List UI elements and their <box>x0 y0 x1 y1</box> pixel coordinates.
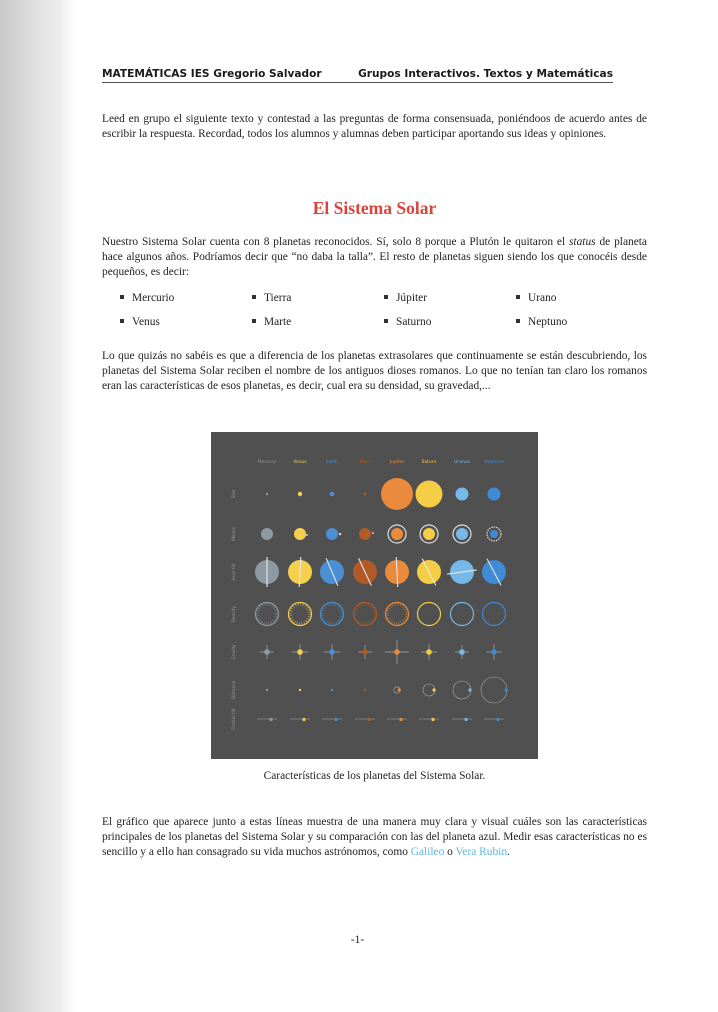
planet-list-item: Júpiter <box>384 292 427 304</box>
bullet-icon <box>252 319 256 323</box>
planet-orbit-dot <box>269 718 272 721</box>
planet-gravity-dot <box>459 649 465 655</box>
planet-distance-dot <box>299 689 301 691</box>
planet-orbit-dot <box>431 718 434 721</box>
planet-moons-circle <box>456 528 468 540</box>
planet-distance-dot <box>266 689 268 691</box>
intro-paragraph: Leed en grupo el siguiente texto y contestad a las preguntas de forma consensuada, poniéndoos de acuerdo antes de escribir la respuesta. Recordad, todos los alumnos y alumnas deben participar aportando sus ideas y opiniones. <box>102 113 647 140</box>
paragraph-1-before: Nuestro Sistema Solar cuenta con 8 planetas reconocidos. Sí, solo 8 porque a Plutón le quitaron el <box>102 236 569 248</box>
planet-distance-dot <box>504 688 507 691</box>
column-header-label: Saturn <box>421 460 437 465</box>
planet-density-texture <box>258 605 277 624</box>
bullet-icon <box>120 295 124 299</box>
planet-orbit-dot <box>496 718 499 721</box>
planet-size-circle <box>364 493 367 496</box>
page-title: El Sistema Solar <box>312 198 437 218</box>
page-header <box>102 68 613 83</box>
planet-list-item: Saturno <box>384 316 431 328</box>
bullet-icon <box>516 295 520 299</box>
infographic-svg <box>211 432 538 759</box>
figure-caption: Características de los planetas del Sistema Solar. <box>263 770 486 782</box>
planet-density-ring <box>386 603 409 626</box>
planet-gravity-dot <box>394 649 400 655</box>
row-header-label: Orbital tilt <box>231 708 236 730</box>
planet-orbit-dot <box>399 718 402 721</box>
planet-moons-circle <box>423 528 435 540</box>
planet-size-circle <box>381 478 413 510</box>
planet-distance-dot <box>331 689 333 691</box>
row-header-label: Gravity <box>231 644 236 660</box>
header-left: MATEMÁTICAS IES Gregorio Salvador <box>102 68 322 80</box>
planet-gravity-dot <box>426 649 432 655</box>
planet-distance-dot <box>398 688 401 691</box>
planet-density-texture <box>323 605 342 624</box>
column-header-label: Jupiter <box>389 460 405 465</box>
planet-distance-dot <box>468 688 471 691</box>
planet-size-circle <box>416 481 443 508</box>
paragraph-3: El gráfico que aparece junto a estas líneas muestra de una manera muy clara y visual cuáles son las características principales de los planetas del Sistema Solar y su comparación con las del planeta azul. Medir esas características no es sencillo y a ello han consagrado su vida muchos astrónomos, como Galileo o Vera Rubin. <box>102 816 647 858</box>
planet-list-item: Venus <box>120 316 160 328</box>
column-header-label: Venus <box>293 460 307 465</box>
planet-moons-circle <box>261 528 273 540</box>
moon-dot <box>372 532 374 534</box>
moon-dot <box>339 533 342 536</box>
planet-gravity-dot <box>264 649 270 655</box>
planet-density-ring <box>289 603 312 626</box>
moon-dot <box>306 534 308 536</box>
planet-size-circle <box>330 492 335 497</box>
planet-list-item: Marte <box>252 316 291 328</box>
planet-moons-circle <box>391 528 403 540</box>
planet-density-ring <box>418 603 441 626</box>
planet-density-texture <box>291 605 310 624</box>
planet-gravity-dot <box>491 649 497 655</box>
planets-infographic <box>211 432 538 759</box>
distance-orbit-ring <box>481 677 507 703</box>
planet-density-texture <box>388 605 407 624</box>
bullet-icon <box>384 295 388 299</box>
bullet-icon <box>120 319 124 323</box>
paragraph-1 <box>102 235 647 280</box>
planet-density-ring <box>354 603 377 626</box>
bullet-icon <box>384 319 388 323</box>
planet-size-circle <box>298 492 302 496</box>
planet-size-circle <box>456 488 469 501</box>
row-header-label: Moons <box>231 527 236 541</box>
planet-density-ring <box>483 603 506 626</box>
planet-moons-circle <box>294 528 306 540</box>
row-header-label: Distance <box>231 680 236 700</box>
planet-density-ring <box>451 603 474 626</box>
bullet-icon <box>516 319 520 323</box>
planet-list-item: Urano <box>516 292 556 304</box>
planet-density-ring <box>321 603 344 626</box>
planet-density-ring <box>256 603 279 626</box>
planet-orbit-dot <box>302 718 305 721</box>
planet-gravity-dot <box>329 649 335 655</box>
row-header-label: Axial tilt <box>231 563 236 581</box>
distance-orbit-ring <box>453 681 471 699</box>
planet-distance-dot <box>364 689 366 691</box>
planet-orbit-dot <box>334 718 337 721</box>
column-header-label: Mercury <box>257 460 277 465</box>
planet-gravity-dot <box>362 649 368 655</box>
planet-size-circle <box>266 493 268 495</box>
row-header-label: Size <box>231 489 236 499</box>
planet-moons-circle <box>490 530 498 538</box>
bullet-icon <box>252 295 256 299</box>
planet-gravity-dot <box>297 649 303 655</box>
header-right: Grupos Interactivos. Textos y Matemáticas <box>358 68 613 80</box>
planet-moons-circle <box>359 528 371 540</box>
planet-orbit-dot <box>464 718 467 721</box>
planet-list-item: Tierra <box>252 292 291 304</box>
paragraph-1-after: de planeta hace algunos años. Podríamos decir que “no daba la talla”. El resto de planetas siguen siendo los que conocéis desde pequeños, es decir: <box>102 236 647 278</box>
paragraph-2: Lo que quizás no sabéis es que a diferencia de los planetas extrasolares que continuamente se están descubriendo, los planetas del Sistema Solar reciben el nombre de los antiguos dioses romanos. Lo que no tenían tan claro los romanos eran las características de esos planetas, es decir, cual era su densidad, su gravedad,... <box>102 350 647 392</box>
column-header-label: Earth <box>325 460 339 465</box>
column-header-label: Mars <box>359 460 371 465</box>
planet-size-circle <box>488 488 501 501</box>
column-header-label: Uranus <box>454 460 470 465</box>
galileo-link[interactable]: Galileo <box>410 846 445 858</box>
planet-density-texture <box>356 605 375 624</box>
planet-list-item: Mercurio <box>120 292 174 304</box>
vera-rubin-link[interactable]: Vera Rubin <box>455 846 508 858</box>
planet-orbit-dot <box>367 718 370 721</box>
row-header-label: Density <box>231 606 236 622</box>
planet-moons-circle <box>326 528 338 540</box>
planet-distance-dot <box>432 688 435 691</box>
status-word: status <box>569 236 596 248</box>
column-header-label: Neptune <box>484 460 504 465</box>
page-number: -1- <box>350 934 365 946</box>
planet-list-item: Neptuno <box>516 316 567 328</box>
